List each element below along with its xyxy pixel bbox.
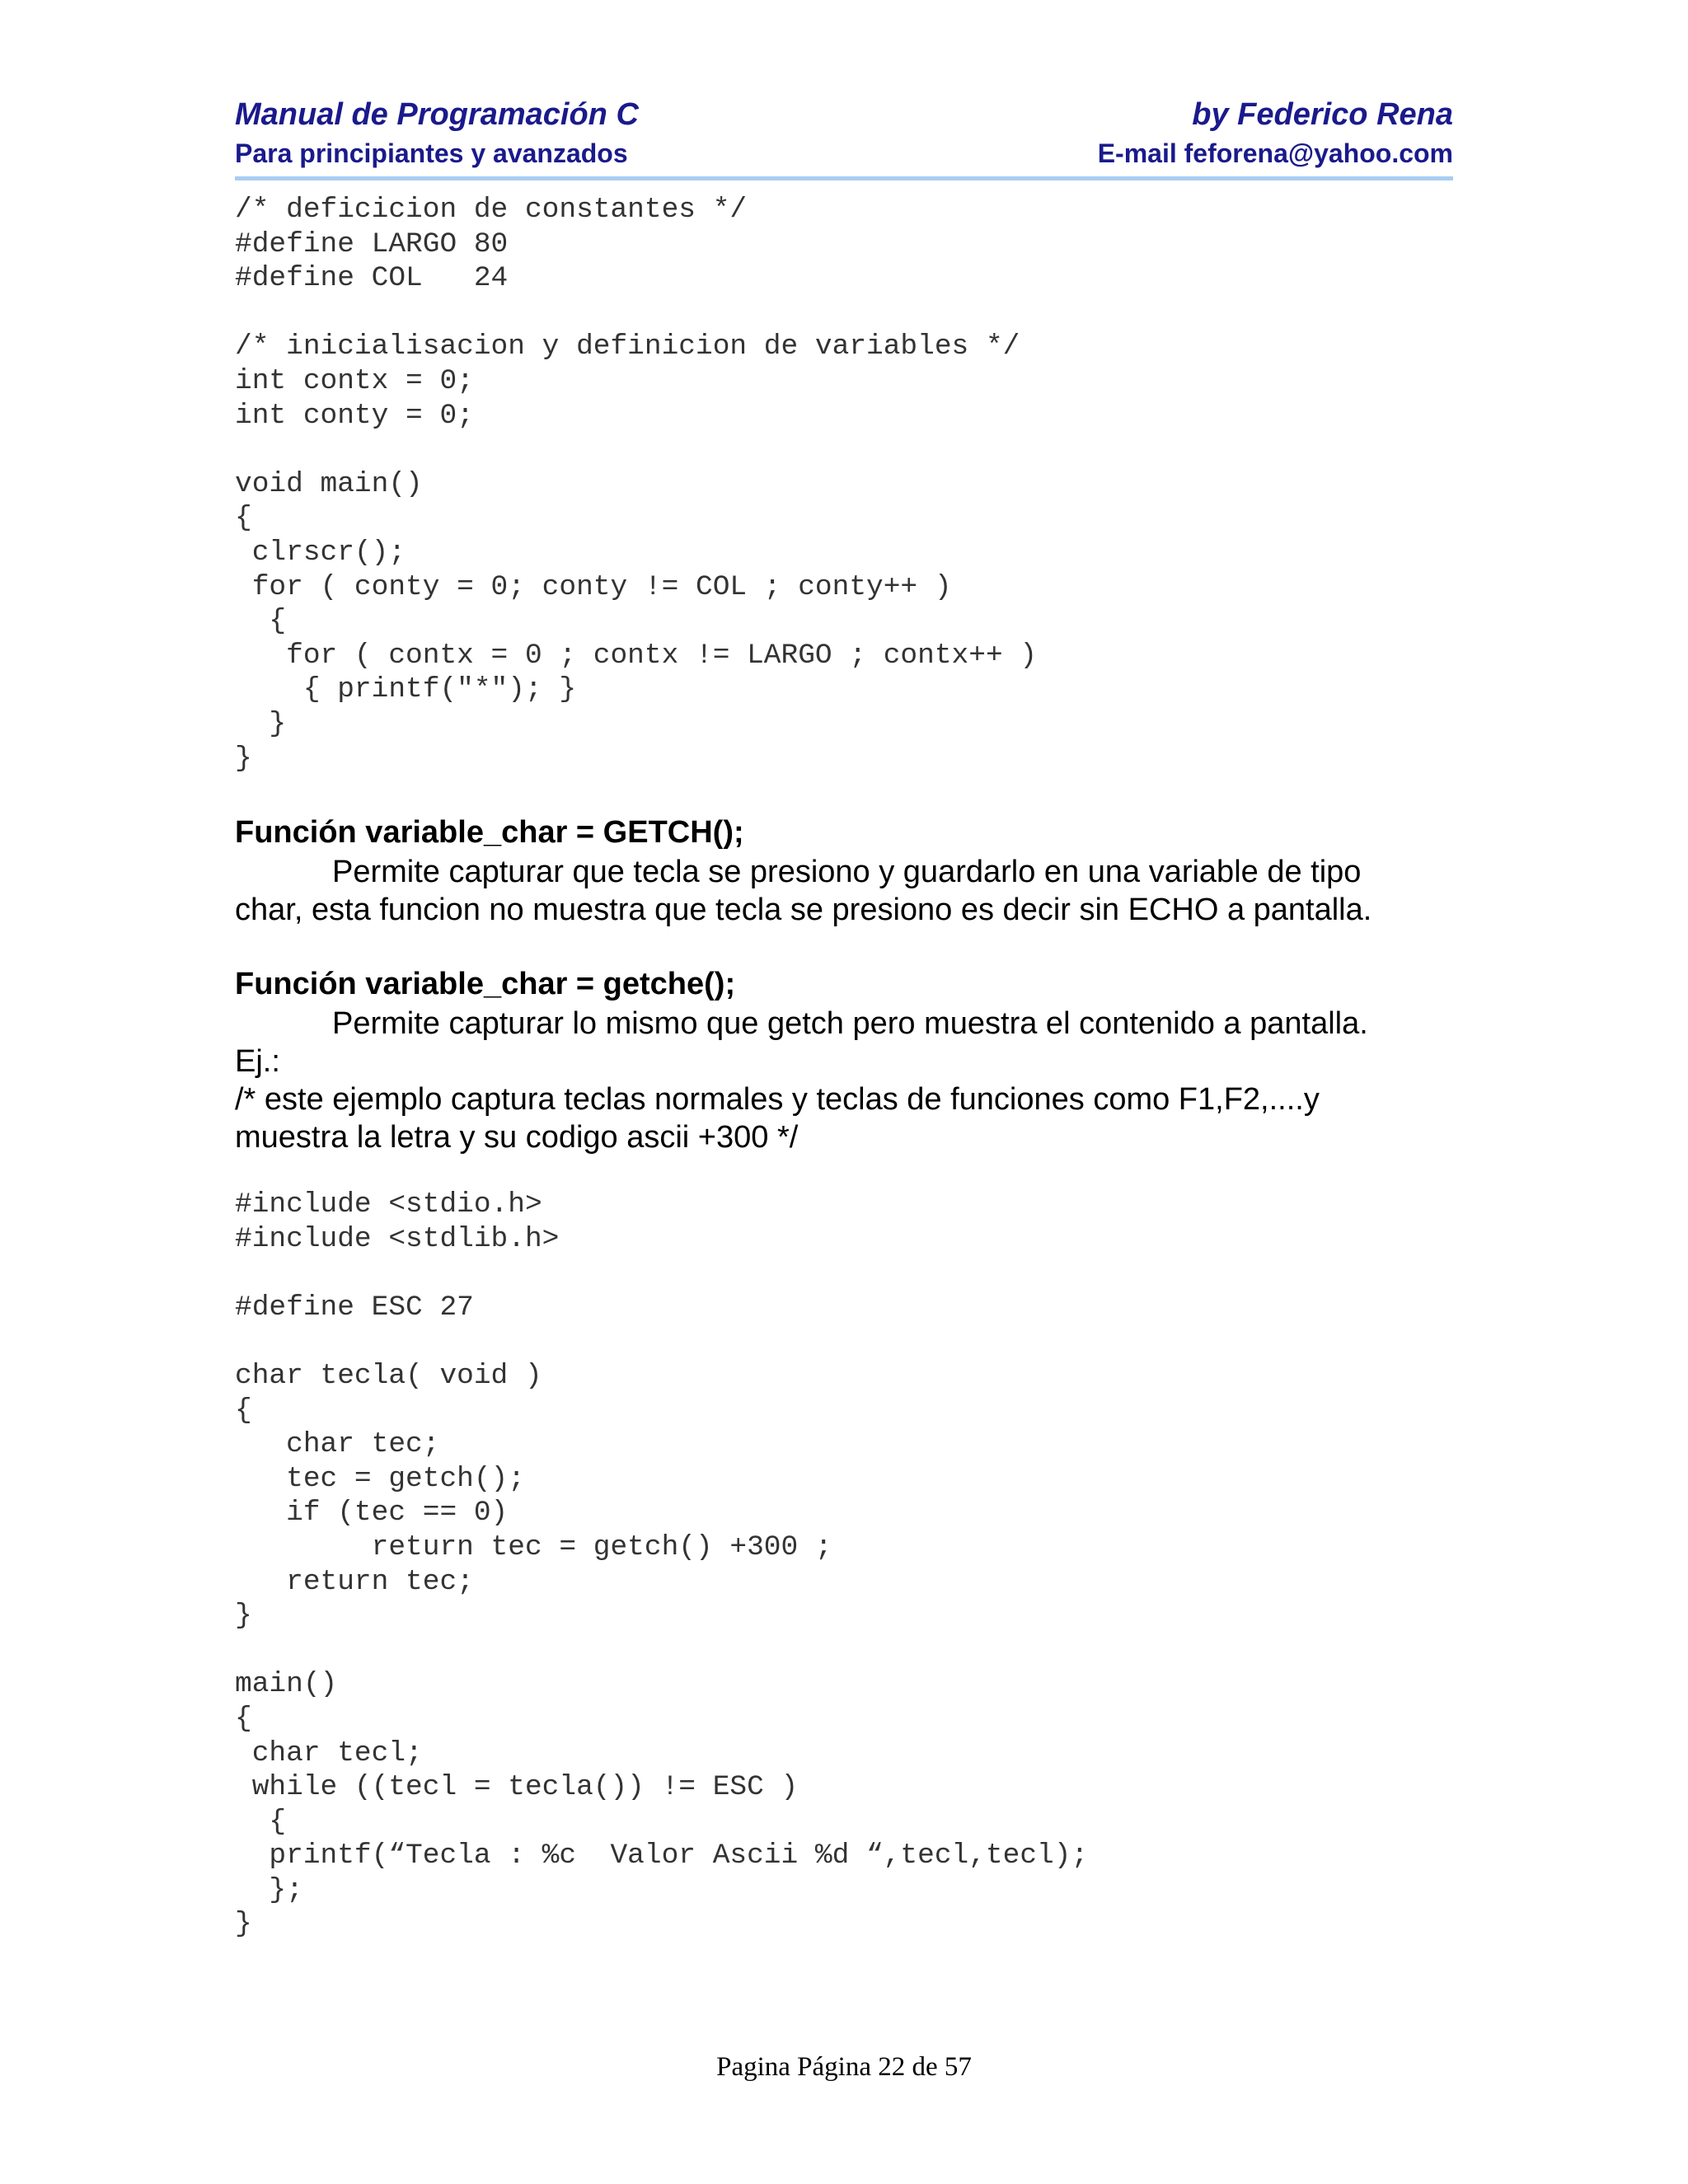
code-block-getch-example: #include <stdio.h> #include <stdlib.h> #define ESC 27 char tecla( void ) { char tec; tec = getch(); if (tec == 0) return tec = getch() +300 ; return tec; } main() { char tecl; while ((tecl = tecla()) != ESC ) { printf(“Tecla : %c Valor Ascii %d “,tecl,tecl); }; } xyxy=(235,1188,1089,1941)
code-block-constants: /* deficicion de constantes */ #define LARGO 80 #define COL 24 /* inicialisacion y definicion de variables */ int contx = 0; int conty = 0; void main() { clrscr(); for ( conty = 0; conty != COL ; conty++ ) { for ( contx = 0 ; contx != LARGO ; contx++ ) { printf("*"); } } } xyxy=(235,194,1038,775)
header-divider xyxy=(235,176,1453,180)
getch-description xyxy=(235,853,1455,929)
getche-description-line-1: Permite capturar lo mismo que getch pero muestra el contenido a pantalla. xyxy=(332,1006,1368,1041)
page-footer: Pagina Página 22 de 57 xyxy=(716,2052,972,2082)
page-header-bottom xyxy=(235,138,1453,169)
example-label: Ej.: xyxy=(235,1044,280,1079)
getche-description xyxy=(235,1005,1455,1156)
getche-section-title: Función variable_char = getche(); xyxy=(235,967,736,1001)
getch-description-line-1: Permite capturar que tecla se presiono y guardarlo en una variable de tipo xyxy=(332,855,1362,889)
author-email: E-mail feforena@yahoo.com xyxy=(1097,138,1453,168)
author-name: by Federico Rena xyxy=(1192,97,1453,132)
example-comment-line-2: muestra la letra y su codigo ascii +300 */ xyxy=(235,1120,799,1155)
getch-section-title: Función variable_char = GETCH(); xyxy=(235,815,744,850)
manual-subtitle: Para principiantes y avanzados xyxy=(235,138,628,168)
getch-description-line-2: char, esta funcion no muestra que tecla se presiono es decir sin ECHO a pantalla. xyxy=(235,893,1372,927)
manual-title: Manual de Programación C xyxy=(235,97,639,132)
example-comment-line-1: /* este ejemplo captura teclas normales y teclas de funciones como F1,F2,....y xyxy=(235,1082,1320,1117)
page-header-top xyxy=(235,97,1453,133)
